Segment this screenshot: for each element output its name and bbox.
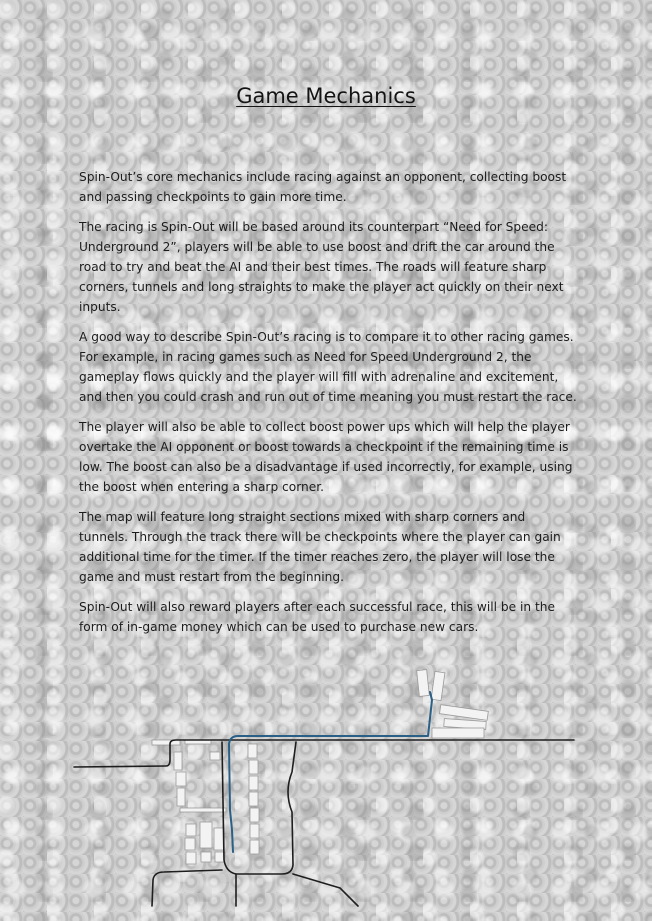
page-title: Game Mechanics <box>236 84 416 108</box>
paragraph-racing: The racing is Spin-Out will be based around its counterpart “Need for Speed: Underground 2”, players will be able to use boost and drift the car around the road to try and beat the AI and their best times. The roads will feature sharp corners, tunnels and long straights to make the player act quickly on their next inputs. <box>79 220 564 314</box>
track-map-sketch <box>0 660 652 921</box>
body-text <box>79 167 577 647</box>
paragraph-intro: Spin-Out’s core mechanics include racing against an opponent, collecting boost and passing checkpoints to gain more time. <box>79 170 567 204</box>
paragraph-comparison: A good way to describe Spin-Out’s racing is to compare it to other racing games. For example, in racing games such as Need for Speed Underground 2, the gameplay flows quickly and the player will fill with adrenaline and excitement, and then you could crash and run out of time meaning you must restart the race. <box>79 330 577 404</box>
paragraph-boost: The player will also be able to collect boost power ups which will help the player overtake the AI opponent or boost towards a checkpoint if the remaining time is low. The boost can also be a disadvantage if used incorrectly, for example, using the boost when entering a sharp corner. <box>79 420 573 494</box>
paragraph-rewards: Spin-Out will also reward players after each successful race, this will be in the form of in-game money which can be used to purchase new cars. <box>79 600 555 634</box>
buildings <box>152 670 488 864</box>
race-route <box>229 692 432 852</box>
roads <box>74 740 574 906</box>
paragraph-map: The map will feature long straight sections mixed with sharp corners and tunnels. Through the track there will be checkpoints where the player can gain additional time for the timer. If the timer reaches zero, the player will lose the game and must restart from the beginning. <box>79 510 561 584</box>
